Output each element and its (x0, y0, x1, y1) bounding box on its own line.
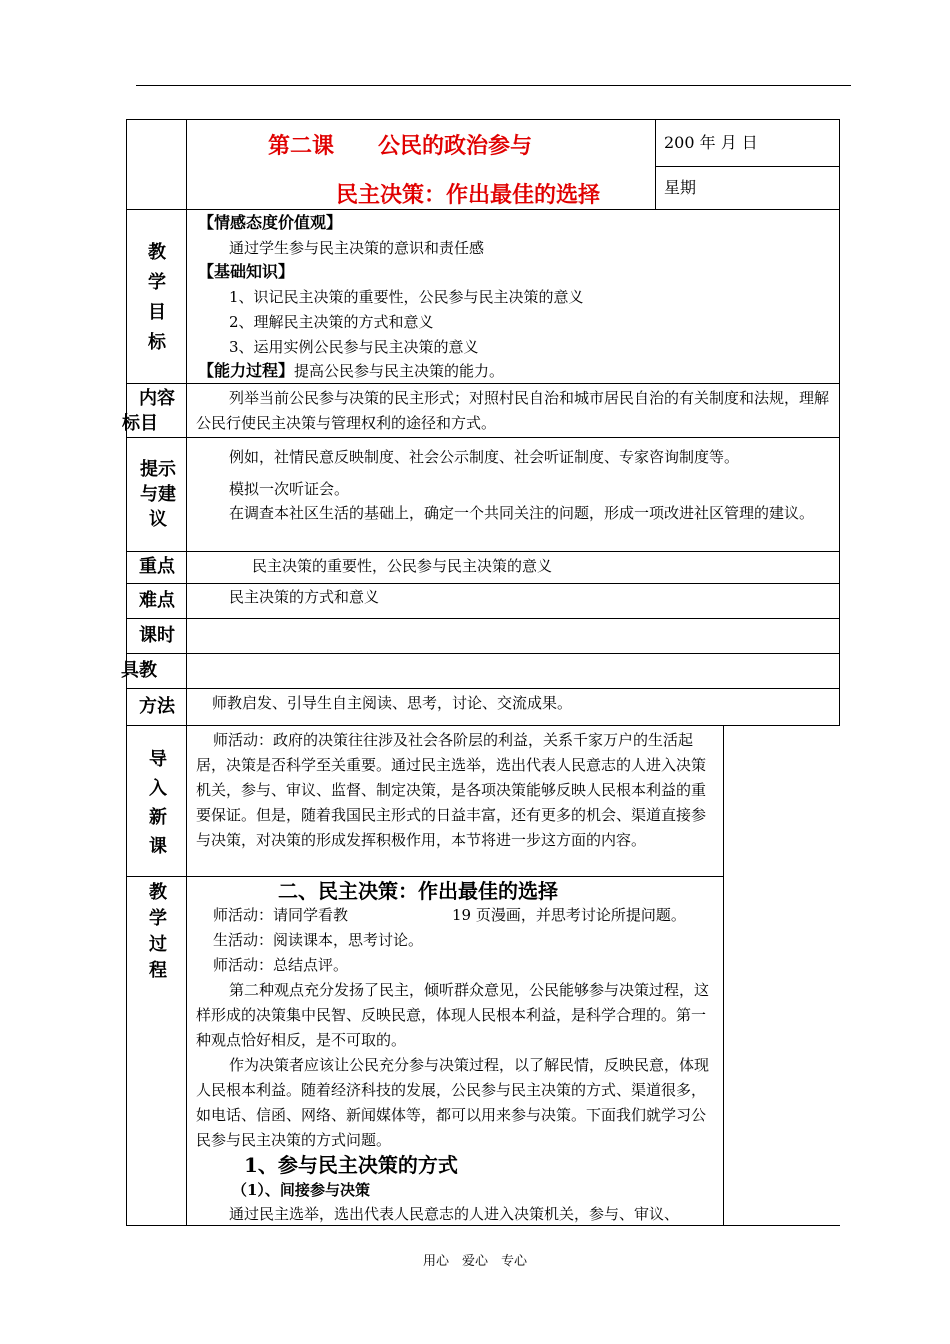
activity-line: 师活动：总结点评。 (213, 956, 349, 974)
row-divider (126, 688, 840, 689)
lesson-subtitle: 民主决策：作出最佳的选择 (336, 182, 601, 208)
weekday-field: 星期 (664, 178, 697, 197)
activity-line: 师活动：请同学看教 (213, 906, 349, 924)
intro-label-char: 新 (149, 807, 167, 828)
process-paragraph: 作为决策者应该让公民充分参与决策过程，以了解民情，反映民意，体现人民根本利益。随着经济科技的发展，公民参与民主决策的方式、渠道很多，如电话、信函、网络、新闻媒体等，都可以用来参与决策。下面我们就学习公民参与民主决策的方式问题。 (196, 1056, 710, 1149)
tips-label (136, 457, 180, 532)
activity-line-cont: 19 页漫画，并思考讨论所提问题。 (452, 906, 686, 924)
row-divider (126, 437, 840, 438)
method-label: 方法 (139, 696, 175, 717)
intro-label (136, 747, 180, 860)
section-heading-knowledge: 【基础知识】 (198, 262, 295, 281)
table-border-top (126, 119, 840, 120)
intro-label-char: 导 (149, 749, 167, 770)
goals-label (138, 240, 176, 356)
lesson-title: 第二课 公民的政治参与 (268, 133, 533, 159)
subsection-heading: 1、参与民主决策的方式 (244, 1153, 458, 1177)
process-label-char: 过 (149, 934, 167, 955)
process-label-char: 程 (149, 960, 167, 981)
goal-ability-line (198, 361, 504, 381)
goal-line: 2、理解民主决策的方式和意义 (229, 313, 434, 331)
date-divider (655, 166, 840, 167)
intro-text: 师活动：政府的决策往往涉及社会各阶层的利益，关系千家万户的生活起居，决策是否科学至关重要。通过民主选举，选出代表人民意志的人进入决策机关，参与、审议、监督、制定决策，是各项决策能够反映人民根本利益的重要保证。但是，随着我国民主形式的日益丰富，还有更多的机会、渠道直接参与决策，对决策的形成发挥积极作用，本节将进一步这方面的内容。 (196, 731, 707, 849)
tools-label: 具教 (121, 660, 157, 681)
row-divider (126, 618, 840, 619)
row-divider (126, 551, 840, 552)
row-divider (126, 876, 723, 877)
top-rule (136, 85, 851, 86)
process-label-char: 学 (149, 908, 167, 929)
row-divider (126, 209, 840, 210)
tips-label-char: 提示 (140, 459, 176, 480)
tips-line: 例如，社情民意反映制度、社会公示制度、社会听证制度、专家咨询制度等。 (229, 448, 740, 466)
intro-label-char: 入 (149, 778, 167, 799)
content-label-b: 标目 (122, 413, 158, 434)
tips-line: 在调查本社区生活的基础上，确定一个共同关注的问题，形成一项改进社区管理的建议。 (229, 504, 815, 522)
row-divider (126, 383, 840, 384)
tips-label-char: 与建 (140, 484, 176, 505)
row-divider (126, 653, 840, 654)
process-paragraph: 通过民主选举，选出代表人民意志的人进入决策机关，参与、审议、 (229, 1205, 680, 1223)
goals-label-char: 目 (148, 302, 166, 323)
content-text: 列举当前公民参与决策的民主形式；对照村民自治和城市居民自治的有关制度和法规，理解公民行使民主决策与管理权利的途径和方式。 (196, 389, 830, 432)
section-heading-ability: 【能力过程】 (198, 361, 295, 380)
goal-ability-text: 提高公民参与民主决策的能力。 (294, 362, 505, 380)
process-label-char: 教 (149, 882, 167, 903)
method-text: 师教启发、引导生自主阅读、思考，讨论、交流成果。 (212, 694, 573, 712)
section-title: 二、民主决策：作出最佳的选择 (278, 879, 558, 903)
inner-border-right (723, 725, 724, 1226)
process-paragraph: 第二种观点充分发扬了民主，倾听群众意见，公民能够参与决策过程，这样形成的决策集中民智、反映民意，体现人民根本利益，是科学合理的。第一种观点恰好相反，是不可取的。 (196, 981, 710, 1049)
key-label: 重点 (139, 556, 175, 577)
goal-line: 1、识记民主决策的重要性，公民参与民主决策的意义 (229, 288, 584, 306)
label-column-divider (186, 119, 187, 1226)
table-border-bottom (126, 1225, 840, 1226)
tips-line: 模拟一次听证会。 (229, 480, 350, 498)
activity-line: 生活动：阅读课本，思考讨论。 (213, 931, 424, 949)
section-heading-attitude: 【情感态度价值观】 (198, 213, 343, 232)
intro-label-char: 课 (149, 836, 167, 857)
row-divider (126, 583, 840, 584)
row-divider (126, 725, 840, 726)
tips-label-char: 议 (149, 509, 167, 530)
date-field: 200 年 月 日 (664, 133, 758, 152)
goal-line: 通过学生参与民主决策的意识和责任感 (229, 239, 485, 257)
hours-label: 课时 (139, 625, 175, 646)
date-column-divider (655, 119, 656, 209)
difficult-label: 难点 (139, 590, 175, 611)
key-text: 民主决策的重要性，公民参与民主决策的意义 (252, 557, 553, 575)
subsubsection-heading: （1）、间接参与决策 (232, 1181, 370, 1199)
process-label (136, 880, 180, 984)
content-label: 内容 (139, 388, 175, 409)
goals-label-char: 教 (148, 242, 166, 263)
difficult-text: 民主决策的方式和意义 (229, 588, 380, 606)
page-footer: 用心 爱心 专心 (422, 1254, 527, 1269)
goals-label-char: 标 (148, 332, 166, 353)
goal-line: 3、运用实例公民参与民主决策的意义 (229, 338, 479, 356)
table-border-right (839, 119, 840, 726)
goals-label-char: 学 (148, 272, 166, 293)
